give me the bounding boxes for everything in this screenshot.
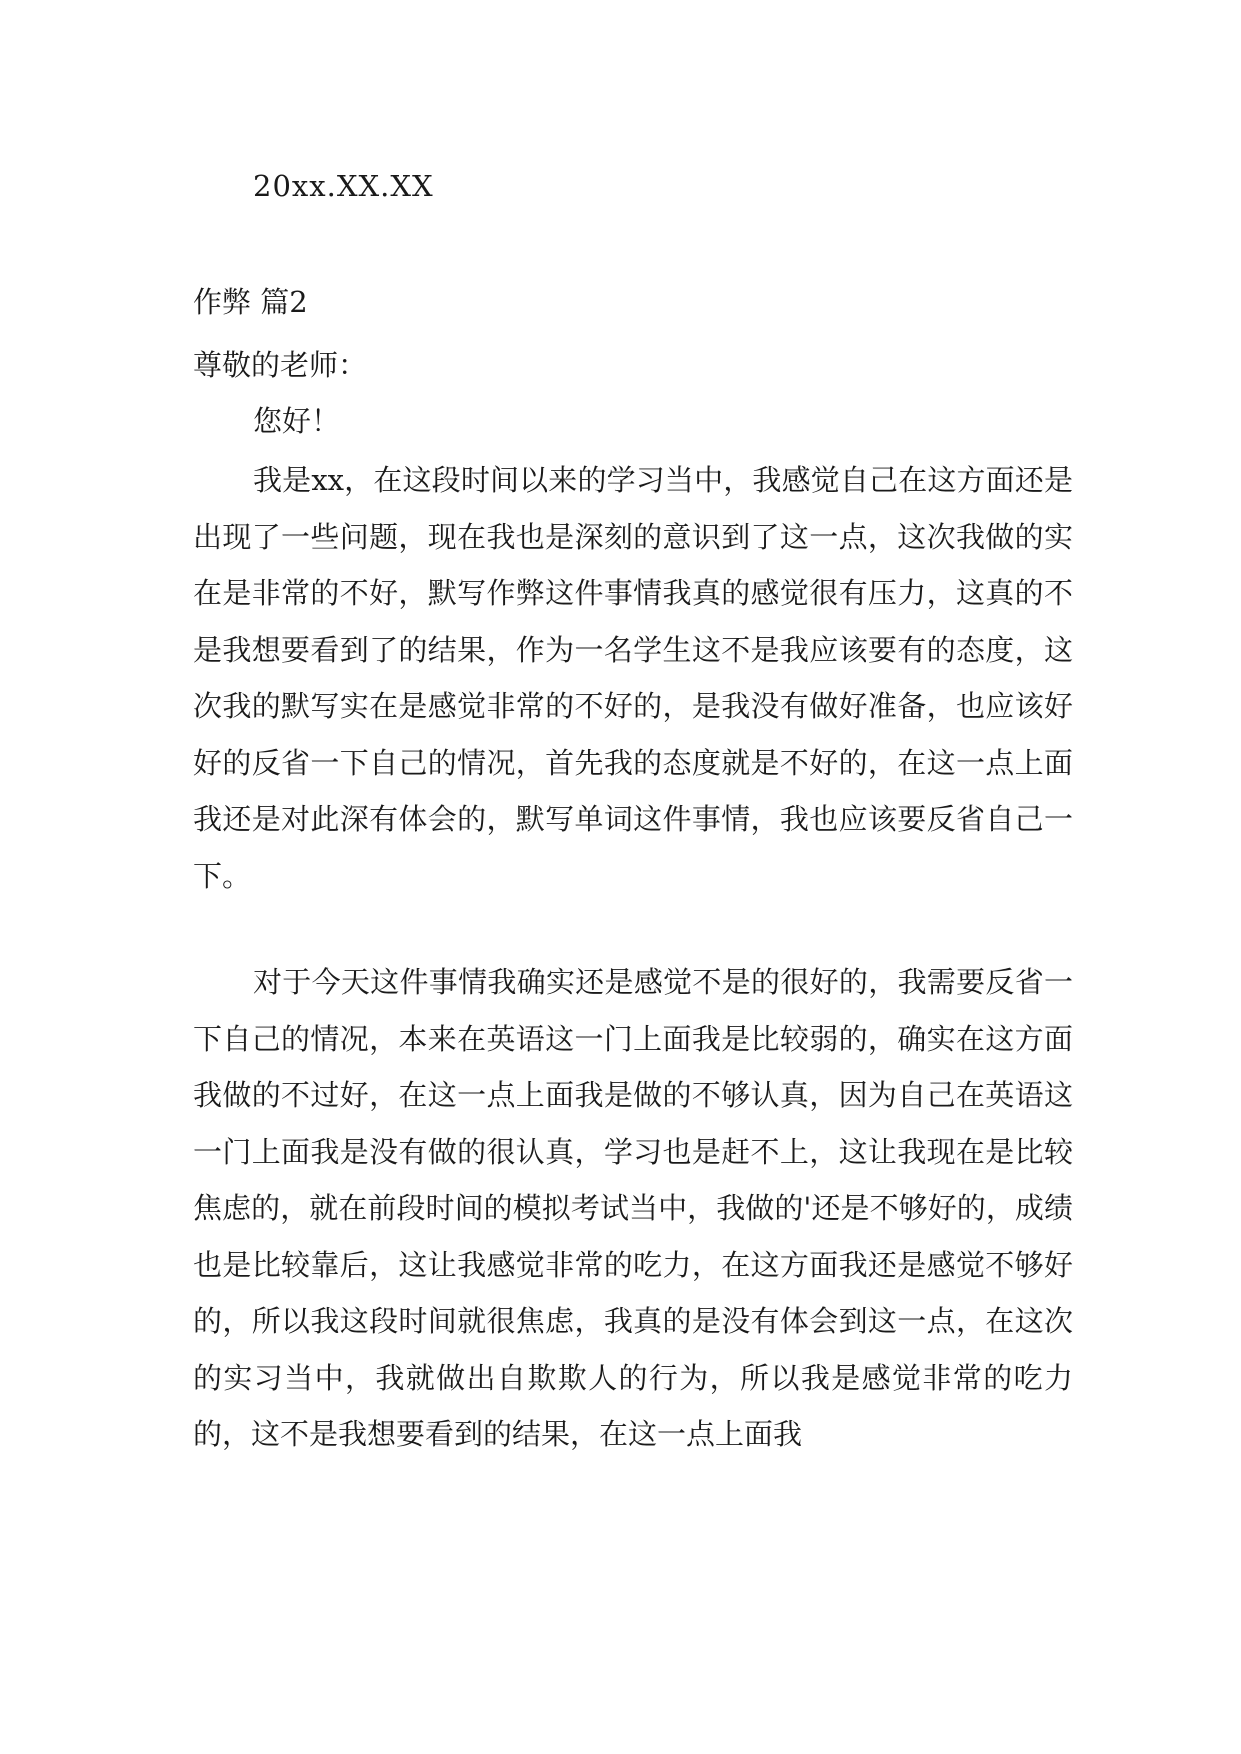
- section-heading: 作弊 篇2: [193, 285, 308, 319]
- letter-date: 20xx.XX.XX: [253, 169, 434, 203]
- letter-salutation: 尊敬的老师：: [193, 348, 368, 382]
- body-paragraph: 我是xx，在这段时间以来的学习当中，我感觉自己在这方面还是出现了一些问题，现在我也是深刻的意识到了这一点，这次我做的实在是非常的不好，默写作弊这件事情我真的感觉很有压力，这真的不是我想要看到了的结果，作为一名学生这不是我应该要有的态度，这次我的默写实在是感觉非常的不好的，是我没有做好准备，也应该好好的反省一下自己的情况，首先我的态度就是不好的，在这一点上面我还是对此深有体会的，默写单词这件事情，我也应该要反省自己一下。: [193, 463, 1073, 893]
- letter-greeting: 您好！: [253, 404, 341, 438]
- body-paragraph: 对于今天这件事情我确实还是感觉不是的很好的，我需要反省一下自己的情况，本来在英语这一门上面我是比较弱的，确实在这方面我做的不过好，在这一点上面我是做的不够认真，因为自己在英语这一门上面我是没有做的很认真，学习也是赶不上，这让我现在是比较焦虑的，就在前段时间的模拟考试当中，我做的'还是不够好的，成绩也是比较靠后，这让我感觉非常的吃力，在这方面我还是感觉不够好的，所以我这段时间就很焦虑，我真的是没有体会到这一点，在这次的实习当中，我就做出自欺欺人的行为，所以我是感觉非常的吃力的，这不是我想要看到的结果，在这一点上面我: [193, 965, 1073, 1451]
